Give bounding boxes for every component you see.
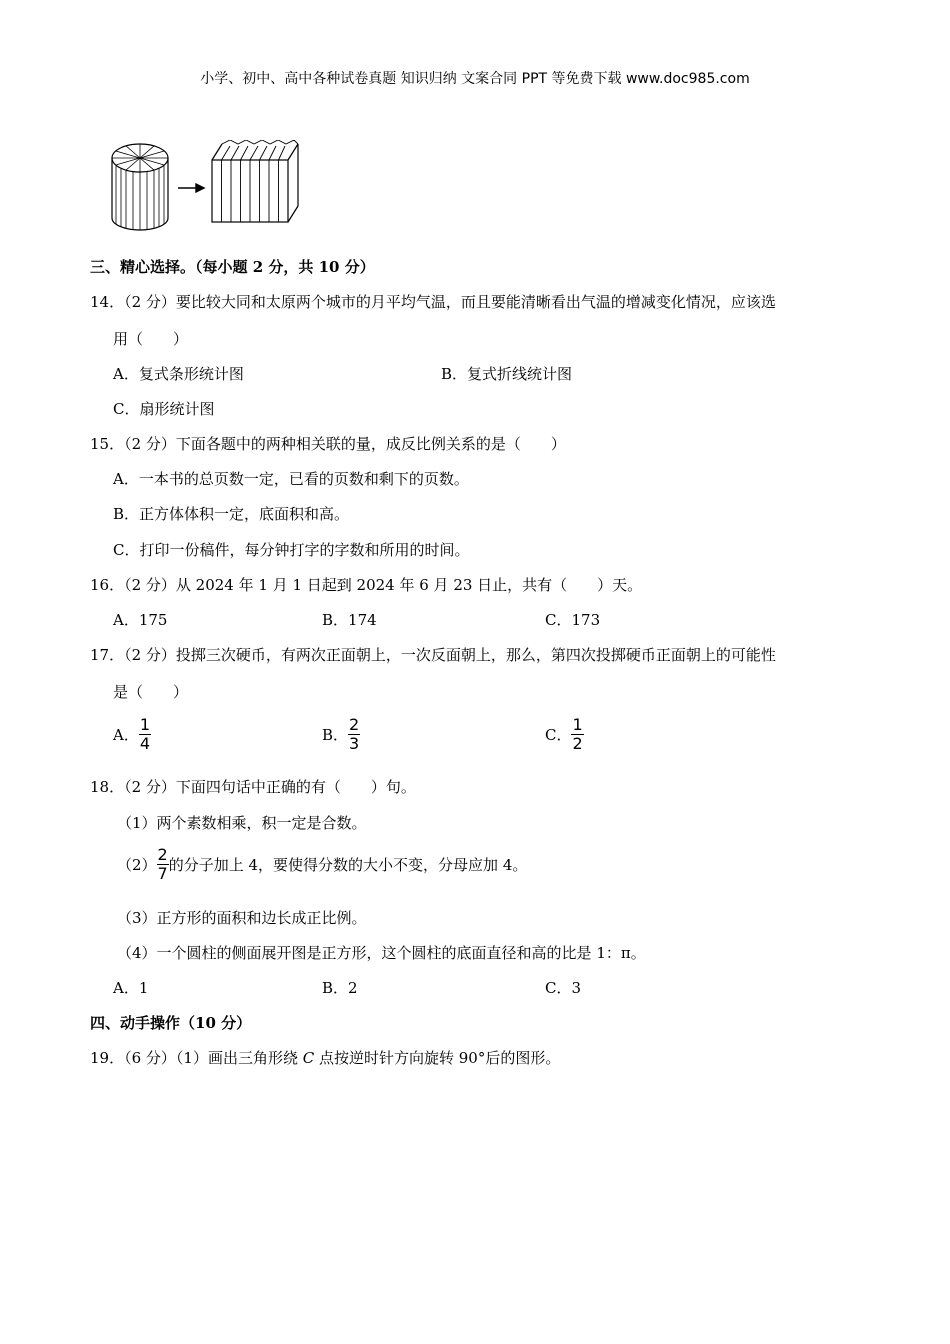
cylinder-figure [112,144,168,230]
q18-option-b[interactable]: B．2 [322,979,358,997]
q14-option-a[interactable]: A．复式条形统计图 [113,365,244,383]
fraction [139,716,151,753]
q15-option-b[interactable]: B．正方体体积一定，底面积和高。 [113,505,350,523]
fraction-numerator: 2 [157,845,168,864]
q14-option-c[interactable]: C．扇形统计图 [113,400,215,418]
q19-stem [90,1047,560,1068]
fraction-denominator: 7 [157,864,168,883]
q19-text-suffix: 点按逆时针方向旋转 90°后的图形。 [314,1049,561,1067]
q15-option-a[interactable]: A．一本书的总页数一定，已看的页数和剩下的页数。 [113,470,469,488]
q16-option-a[interactable]: A．175 [113,611,168,629]
q16-stem: 16．（2 分）从 2024 年 1 月 1 日起到 2024 年 6 月 23 日止，共有（ ）天。 [90,576,643,594]
q17-option-a-label: A． [113,726,139,744]
section-4-title: 四、动手操作（10 分） [90,1014,252,1032]
fraction-denominator: 2 [572,734,583,753]
arrow-icon [178,184,204,192]
q16-option-b[interactable]: B．174 [322,611,377,629]
q19-text-prefix: 19．（6 分）（1）画出三角形绕 [90,1049,303,1067]
q17-option-b-label: B． [322,726,349,744]
statement-number: （2） [117,856,157,874]
statement-text: 的分子加上 4，要使得分数的大小不变，分母应加 4。 [168,856,528,874]
q17-option-c[interactable] [545,716,584,753]
q18-statement-4: （4）一个圆柱的侧面展开图是正方形，这个圆柱的底面直径和高的比是 1：π。 [117,944,646,962]
fraction [571,716,583,753]
q18-stem: 18．（2 分）下面四句话中正确的有（ ）句。 [90,778,416,796]
q16-option-c[interactable]: C．173 [545,611,601,629]
q14-stem-line2: 用（ ） [113,330,189,348]
q17-stem-line1: 17．（2 分）投掷三次硬币，有两次正面朝上，一次反面朝上，那么，第四次投掷硬币正面朝上的可能性 [90,646,776,664]
cuboid-figure [212,140,298,222]
q18-statement-3: （3）正方形的面积和边长成正比例。 [117,909,367,927]
q18-option-c[interactable]: C．3 [545,979,582,997]
fraction-numerator: 1 [572,715,583,734]
q19-point-variable: C [302,1049,315,1067]
page-header: 小学、初中、高中各种试卷真题 知识归纳 文案合同 PPT 等免费下载 www.doc985.com [200,71,750,87]
q14-stem-line1: 14．（2 分）要比较大同和太原两个城市的月平均气温，而且要能清晰看出气温的增减变化情况，应该选 [90,293,776,311]
q17-option-c-label: C． [545,726,572,744]
q18-statement-1: （1）两个素数相乘，积一定是合数。 [117,814,367,832]
q17-option-a[interactable] [113,716,151,753]
q17-stem-line2: 是（ ） [113,683,189,701]
fraction [157,846,169,883]
q18-statement-2 [117,846,527,883]
q14-option-b[interactable]: B．复式折线统计图 [441,365,573,383]
fraction-denominator: 4 [139,734,151,753]
q17-option-b[interactable] [322,716,360,753]
section-3-title: 三、精心选择。（每小题 2 分，共 10 分） [90,258,375,276]
q15-stem: 15．（2 分）下面各题中的两种相关联的量，成反比例关系的是（ ） [90,435,566,453]
cylinder-to-cuboid-figure [108,140,323,232]
q15-option-c[interactable]: C．打印一份稿件，每分钟打字的字数和所用的时间。 [113,541,470,559]
fraction-numerator: 2 [349,715,360,734]
fraction [348,716,360,753]
fraction-numerator: 1 [139,715,151,734]
fraction-denominator: 3 [349,734,360,753]
q18-option-a[interactable]: A．1 [113,979,149,997]
